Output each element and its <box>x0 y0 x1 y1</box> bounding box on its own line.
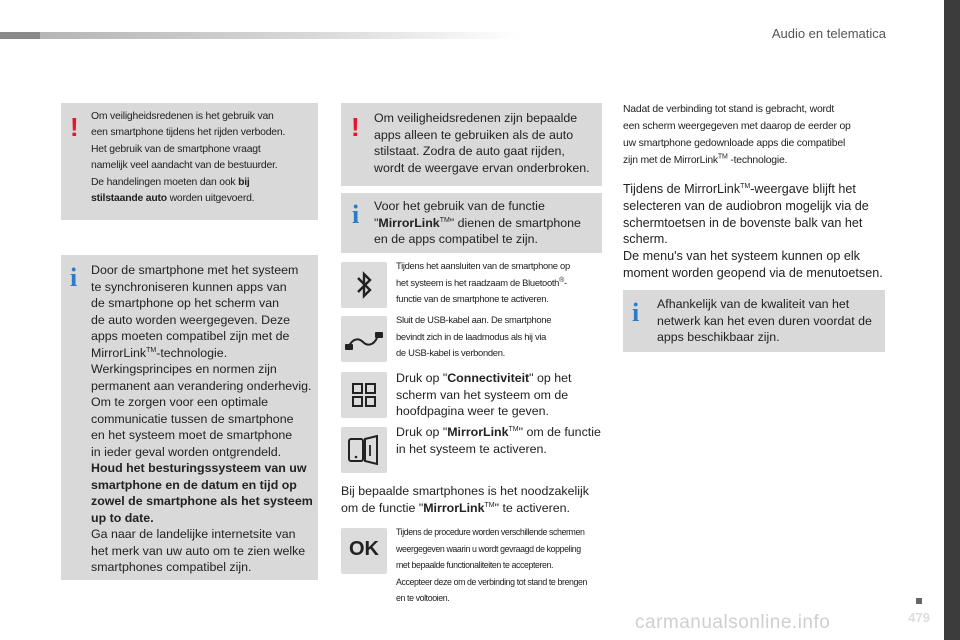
ok-label: OK <box>349 538 379 560</box>
mirrorlink-note: Bij bepaalde smartphones is het noodzakelijk om de functie "MirrorLink™" te activeren. <box>341 484 589 515</box>
ok-step-icon <box>341 528 387 574</box>
section-title: Audio en telematica <box>771 26 886 41</box>
page-marker <box>916 598 922 604</box>
bluetooth-step-text: Tijdens het aansluiten van de smartphone op het systeem is het raadzaam de Bluetooth®- functie van de smartphone te activeren. <box>396 260 570 304</box>
page-number: 479 <box>908 610 930 625</box>
usb-step-icon <box>341 316 387 362</box>
mirrorlink-icon <box>341 427 387 473</box>
info-icon: i <box>632 298 640 327</box>
header-rule <box>0 32 520 39</box>
connectivity-step-text: Druk op "Connectiviteit" op het scherm van het systeem om de hoofdpagina weer te geven. <box>396 371 572 418</box>
exclamation-icon: ! <box>351 112 360 142</box>
bluetooth-step-icon <box>341 262 387 308</box>
mirrorlink-display-text: Tijdens de MirrorLink™-weergave blijft het selecteren van de audiobron mogelijk via de schermtoetsen in de bovenste balk van het scherm. De menu's van het systeem kunnen op elk moment worden geopend via de menutoetsen. <box>623 182 883 280</box>
warning-text-middle: Om veiligheidsredenen zijn bepaalde apps alleen te gebruiken als de auto stilstaat. Zodra de auto gaat rijden, wordt de weergave ervan onderbroken. <box>374 111 590 175</box>
ok-step-text: Tijdens de procedure worden verschillende schermen weergegeven waarin u wordt gevraagd de koppeling met bepaalde functionaliteiten te accepteren. Accepteer deze om de verbinding tot stand te brengen en te voltooien. <box>396 527 587 603</box>
info-icon: i <box>352 200 360 229</box>
mirrorlink-step-text: Druk op "MirrorLink™" om de functie in het systeem te activeren. <box>396 425 601 456</box>
connection-established-text: Nadat de verbinding tot stand is gebracht, wordt een scherm weergegeven met daarop de eerder op uw smartphone gedownloade apps die compatibel zijn met de MirrorLink™ -technologie. <box>623 104 851 166</box>
info-icon: i <box>70 263 78 292</box>
mirrorlink-step-icon <box>341 427 387 473</box>
watermark: carmanualsonline.info <box>635 612 831 633</box>
connectivity-grid-icon <box>341 372 387 418</box>
exclamation-icon: ! <box>70 112 79 142</box>
usb-cable-icon <box>341 316 387 362</box>
info-text-middle: Voor het gebruik van de functie "MirrorLink™" dienen de smartphone en de apps compatibel te zijn. <box>374 199 581 246</box>
header-rule-accent <box>0 32 40 39</box>
warning-text-left: Om veiligheidsredenen is het gebruik van een smartphone tijdens het rijden verboden. Het gebruik van de smartphone vraagt namelijk veel aandacht van de bestuurder. De handelingen moeten dan ook bij stilstaande auto worden uitgevoerd. <box>91 111 286 205</box>
usb-step-text: Sluit de USB-kabel aan. De smartphone bevindt zich in de laadmodus als hij via de USB-kabel is verbonden. <box>396 314 552 358</box>
info-text-right: Afhankelijk van de kwaliteit van het netwerk kan het even duren voordat de apps beschikbaar zijn. <box>657 297 872 344</box>
bluetooth-icon <box>341 262 387 308</box>
info-text-left: Door de smartphone met het systeem te synchroniseren kunnen apps van de smartphone op het scherm van de auto worden weergegeven. Deze apps moeten compatibel zijn met de MirrorLink™-technologie. Werkingsprincipes en normen zijn permanent aan verandering onderhevig. Om te zorgen voor een optimale communicatie tussen de smartphone en het systeem moet de smartphone in ieder geval worden ontgrendeld. Houd het besturingssysteem van uw smartphone en de datum en tijd op zowel de smartphone als het systeem up to date. Ga naar de landelijke internetsite van het merk van uw auto om te zien welke smartphones compatibel zijn. <box>91 263 313 574</box>
connectivity-step-icon <box>341 372 387 418</box>
page-edge-strip <box>944 0 960 640</box>
